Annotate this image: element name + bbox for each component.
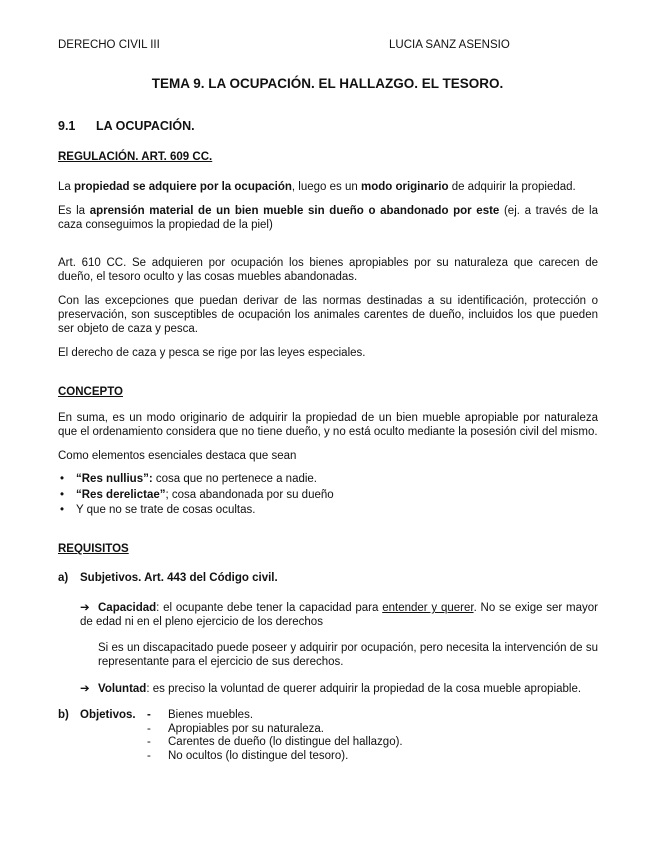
list-letter: b) [58, 709, 69, 721]
dash-bullet: - [147, 709, 151, 721]
bold-text: propiedad se adquiere por la ocupación [74, 181, 292, 193]
regulacion-heading: REGULACIÓN. ART. 609 CC. [58, 151, 213, 163]
list-text: Apropiables por su naturaleza. [168, 722, 324, 735]
list-letter: a) [58, 572, 69, 584]
regulacion-paragraph-3: Art. 610 CC. Se adquieren por ocupación los bienes apropiables por su naturaleza que carecen de dueño, el tesoro oculto y las cosas muebles abandonadas. [58, 257, 598, 283]
list-item [58, 472, 334, 488]
text: ; cosa abandonada por su dueño [165, 488, 334, 501]
concepto-heading: CONCEPTO [58, 386, 123, 398]
section-title: LA OCUPACIÓN. [96, 119, 195, 133]
text: : es preciso la voluntad de querer adquirir la propiedad de la cosa mueble apropiable. [146, 683, 582, 695]
regulacion-paragraph-5: El derecho de caza y pesca se rige por las leyes especiales. [58, 347, 366, 359]
subjetivos-heading [58, 572, 278, 584]
header-left: DERECHO CIVIL III [58, 39, 160, 51]
list-item [147, 750, 403, 764]
text: . No se exige ser mayor de edad ni en el pleno ejercicio de los derechos [80, 602, 599, 628]
capacidad-item [80, 601, 598, 629]
list-item [147, 736, 403, 750]
bold-text: “Res nullius”: [76, 473, 153, 485]
capacidad-note: Si es un discapacitado puede poseer y adquirir por ocupación, pero necesita la intervención de su representante para el ejercicio de sus derechos. [98, 642, 598, 668]
text: , luego es un [291, 181, 361, 193]
subjetivos-title: Subjetivos. Art. 443 del Código civil. [80, 572, 278, 584]
objetivos-list [147, 709, 403, 763]
list-item [58, 488, 334, 504]
section-heading [58, 119, 195, 133]
text: Y que no se trate de cosas ocultas. [76, 504, 256, 516]
regulacion-paragraph-4: Con las excepciones que puedan derivar de las normas destinadas a su identificación, protección o preservación, son susceptibles de ocupación los animales carentes de dueño, incluidos los que pueden ser objeto de caza y pesca. [58, 295, 598, 335]
bold-text: aprensión material de un bien mueble sin dueño o abandonado por este [89, 205, 500, 217]
dash-bullet: - [147, 722, 151, 735]
bold-text: modo originario [360, 181, 449, 193]
dash-bullet: - [147, 749, 151, 762]
list-item [147, 723, 403, 737]
document-title: TEMA 9. LA OCUPACIÓN. EL HALLAZGO. EL TESORO. [151, 76, 504, 91]
text: (ej. a través de la caza conseguimos la propiedad de la piel) [58, 205, 599, 231]
objetivos-title: Objetivos. [80, 709, 136, 721]
arrow-icon: ➔ [80, 602, 90, 614]
regulacion-paragraph-1 [58, 180, 598, 194]
concepto-paragraph-1: En suma, es un modo originario de adquirir la propiedad de un bien mueble apropiable por naturaleza que el ordenamiento considera que no tiene dueño, y no está oculto mediante la posesión civil del mismo. [58, 412, 598, 438]
capacidad-label: Capacidad [98, 602, 157, 614]
list-text: Bienes muebles. [168, 709, 254, 721]
objetivos-heading [58, 709, 136, 721]
concepto-bullet-list [58, 472, 334, 519]
text: La [58, 181, 74, 193]
voluntad-label: Voluntad [98, 683, 147, 695]
list-item [58, 503, 334, 519]
requisitos-heading: REQUISITOS [58, 543, 129, 555]
regulacion-paragraph-2 [58, 204, 598, 232]
section-number: 9.1 [58, 119, 76, 133]
bold-text: “Res derelictae” [76, 488, 166, 501]
dash-bullet: - [147, 736, 151, 748]
text: : el ocupante debe tener la capacidad para [156, 602, 383, 614]
list-text: No ocultos (lo distingue del tesoro). [168, 749, 349, 762]
concepto-paragraph-2: Como elementos esenciales destaca que sean [58, 450, 297, 462]
arrow-icon: ➔ [80, 683, 90, 695]
text: cosa que no pertenece a nadie. [152, 473, 318, 485]
list-text: Carentes de dueño (lo distingue del hallazgo). [168, 736, 403, 748]
list-item [147, 709, 403, 723]
underlined-text: entender y querer [382, 602, 474, 614]
voluntad-item [80, 682, 598, 696]
header-right: LUCIA SANZ ASENSIO [389, 39, 510, 51]
text: Es la [58, 205, 90, 217]
text: de adquirir la propiedad. [448, 181, 576, 193]
